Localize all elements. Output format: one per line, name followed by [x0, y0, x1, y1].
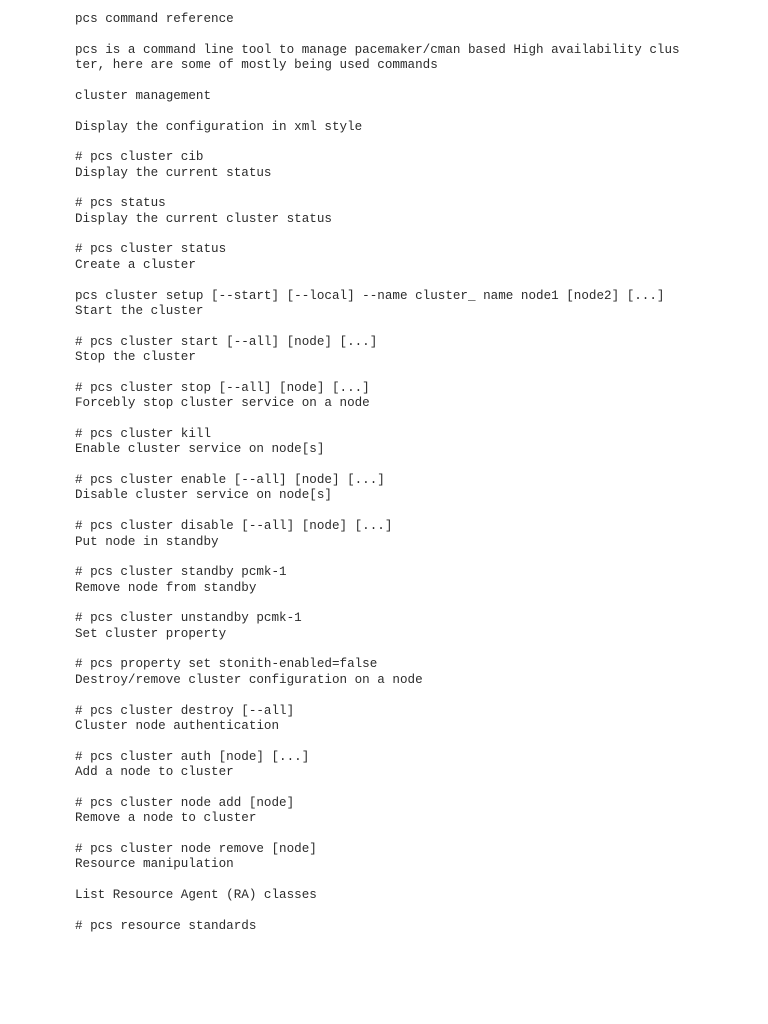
command-block: [75, 919, 735, 934]
command-block: [75, 796, 735, 827]
command-text: # pcs cluster disable [--all] [node] [...]: [75, 519, 393, 534]
command-block: [75, 473, 735, 504]
command-block: [75, 335, 735, 366]
section-heading-block: [75, 89, 735, 104]
description-text: Start the cluster: [75, 303, 204, 318]
command-block: [75, 150, 735, 181]
command-text: # pcs cluster standby pcmk-1: [75, 565, 287, 580]
command-block: [75, 381, 735, 412]
command-text: # pcs cluster status: [75, 242, 227, 257]
command-text: # pcs cluster destroy [--all]: [75, 703, 295, 718]
description-text: Disable cluster service on node[s]: [75, 488, 332, 503]
doc-title: pcs command reference: [75, 12, 234, 26]
doc-title-block: [75, 12, 735, 27]
description-text: Resource manipulation: [75, 857, 234, 872]
command-text: # pcs cluster unstandby pcmk-1: [75, 611, 302, 626]
command-text: pcs cluster setup [--start] [--local] --name cluster_ name node1 [node2] [...]: [75, 288, 665, 303]
command-block: [75, 704, 735, 735]
description-text: Stop the cluster: [75, 350, 196, 365]
command-text: # pcs cluster kill: [75, 426, 212, 441]
command-block: [75, 657, 735, 688]
intro-line: ter, here are some of mostly being used commands: [75, 58, 438, 73]
command-text: # pcs cluster cib: [75, 150, 204, 165]
description-text: Enable cluster service on node[s]: [75, 442, 325, 457]
command-text: # pcs status: [75, 196, 166, 211]
description-text: Put node in standby: [75, 534, 219, 549]
command-text: # pcs cluster stop [--all] [node] [...]: [75, 380, 370, 395]
command-text: # pcs cluster node add [node]: [75, 795, 295, 810]
description-text: Set cluster property: [75, 626, 227, 641]
command-block: [75, 196, 735, 227]
command-text: # pcs cluster auth [node] [...]: [75, 749, 310, 764]
command-block: [75, 242, 735, 273]
command-block: [75, 565, 735, 596]
description-block: [75, 120, 735, 135]
description-text: Remove a node to cluster: [75, 811, 257, 826]
description-text: Create a cluster: [75, 257, 196, 272]
description-text: Add a node to cluster: [75, 765, 234, 780]
intro-paragraph: [75, 43, 735, 74]
command-text: # pcs resource standards: [75, 918, 257, 933]
section-heading: cluster management: [75, 88, 212, 103]
description-text: Display the current cluster status: [75, 211, 332, 226]
description-text: Display the current status: [75, 165, 272, 180]
command-block: [75, 611, 735, 642]
command-text: # pcs property set stonith-enabled=false: [75, 657, 378, 672]
description-text: Forcebly stop cluster service on a node: [75, 396, 370, 411]
description-block: [75, 888, 735, 903]
description-text: List Resource Agent (RA) classes: [75, 887, 317, 902]
command-block: [75, 519, 735, 550]
command-block: [75, 427, 735, 458]
intro-line: pcs is a command line tool to manage pacemaker/cman based High availability clus: [75, 42, 680, 57]
command-text: # pcs cluster start [--all] [node] [...]: [75, 334, 378, 349]
command-text: # pcs cluster node remove [node]: [75, 841, 317, 856]
command-block: [75, 842, 735, 873]
description-text: Cluster node authentication: [75, 718, 280, 733]
command-text: # pcs cluster enable [--all] [node] [...]: [75, 472, 385, 487]
description-text: Remove node from standby: [75, 580, 257, 595]
document-page: [75, 12, 735, 949]
description-text: Display the configuration in xml style: [75, 119, 363, 134]
command-block: [75, 289, 735, 320]
description-text: Destroy/remove cluster configuration on a node: [75, 672, 423, 687]
command-block: [75, 750, 735, 781]
